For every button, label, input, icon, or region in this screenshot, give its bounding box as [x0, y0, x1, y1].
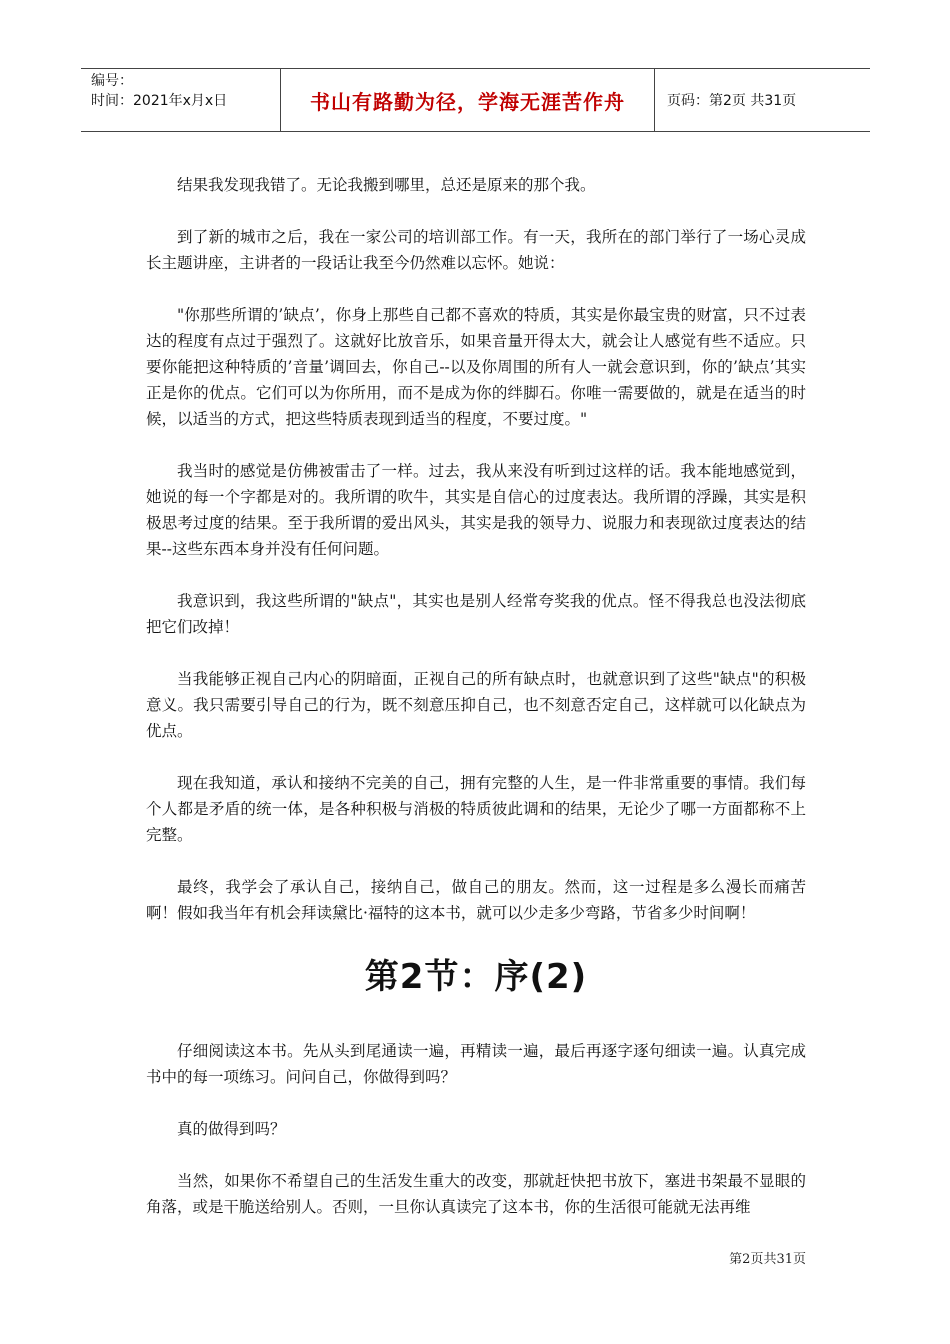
- paragraph: 仔细阅读这本书。先从头到尾通读一遍，再精读一遍，最后再逐字逐句细读一遍。认真完成书中的每一项练习。问问自己，你做得到吗？: [146, 1042, 806, 1086]
- time-label: 时间：2021年x月x日: [91, 93, 228, 109]
- paragraph: 真的做得到吗？: [177, 1120, 286, 1138]
- serial-label: 编号：: [91, 73, 133, 89]
- paragraph: "你那些所谓的’缺点’，你身上那些自己都不喜欢的特质，其实是你最宝贵的财富，只不过表达的程度有点过于强烈了。这就好比放音乐，如果音量开得太大，就会让人感觉有些不适应。只要你能把这种特质的’音量’调回去，你自己--以及你周围的所有人一就会意识到，你的’缺点’其实正是你的优点。它们可以为你所用，而不是成为你的绊脚石。你唯一需要做的，就是在适当的时候，以适当的方式，把这些特质表现到适当的程度，不要过度。": [146, 306, 806, 428]
- paragraph: 到了新的城市之后，我在一家公司的培训部工作。有一天，我所在的部门举行了一场心灵成长主题讲座，主讲者的一段话让我至今仍然难以忘怀。她说：: [146, 228, 806, 272]
- paragraph: 我当时的感觉是仿佛被雷击了一样。过去，我从来没有听到过这样的话。我本能地感觉到，她说的每一个字都是对的。我所谓的吹牛，其实是自信心的过度表达。我所谓的浮躁，其实是积极思考过度的结果。至于我所谓的爱出风头，其实是我的领导力、说服力和表现欲过度表达的结果--这些东西本身并没有任何问题。: [146, 462, 806, 558]
- paragraph: 现在我知道，承认和接纳不完美的自己，拥有完整的人生，是一件非常重要的事情。我们每个人都是矛盾的统一体，是各种积极与消极的特质彼此调和的结果，无论少了哪一方面都称不上完整。: [146, 774, 806, 844]
- paragraph: 最终，我学会了承认自己，接纳自己，做自己的朋友。然而，这一过程是多么漫长而痛苦啊！假如我当年有机会拜读黛比·福特的这本书，就可以少走多少弯路，节省多少时间啊！: [146, 878, 806, 922]
- section-title: 第2节：序(2): [364, 957, 588, 997]
- paragraph: 当然，如果你不希望自己的生活发生重大的改变，那就赶快把书放下，塞进书架最不显眼的角落，或是干脆送给别人。否则，一旦你认真读完了这本书，你的生活很可能就无法再维: [146, 1172, 806, 1216]
- paragraph: 我意识到，我这些所谓的"缺点"，其实也是别人经常夸奖我的优点。怪不得我总也没法彻底把它们改掉！: [146, 592, 806, 636]
- page-header: [81, 68, 870, 132]
- page-footer: 第2页共31页: [729, 1252, 806, 1267]
- header-motto: 书山有路勤为径，学海无涯苦作舟: [281, 69, 655, 131]
- document-body: [146, 172, 806, 1246]
- header-page-label: 页码：第2页 共31页: [667, 93, 797, 109]
- paragraph: 当我能够正视自己内心的阴暗面，正视自己的所有缺点时，也就意识到了这些"缺点"的积极意义。我只需要引导自己的行为，既不刻意压抑自己，也不刻意否定自己，这样就可以化缺点为优点。: [146, 670, 806, 740]
- header-meta: [81, 69, 281, 131]
- paragraph: 结果我发现我错了。无论我搬到哪里，总还是原来的那个我。: [177, 176, 596, 194]
